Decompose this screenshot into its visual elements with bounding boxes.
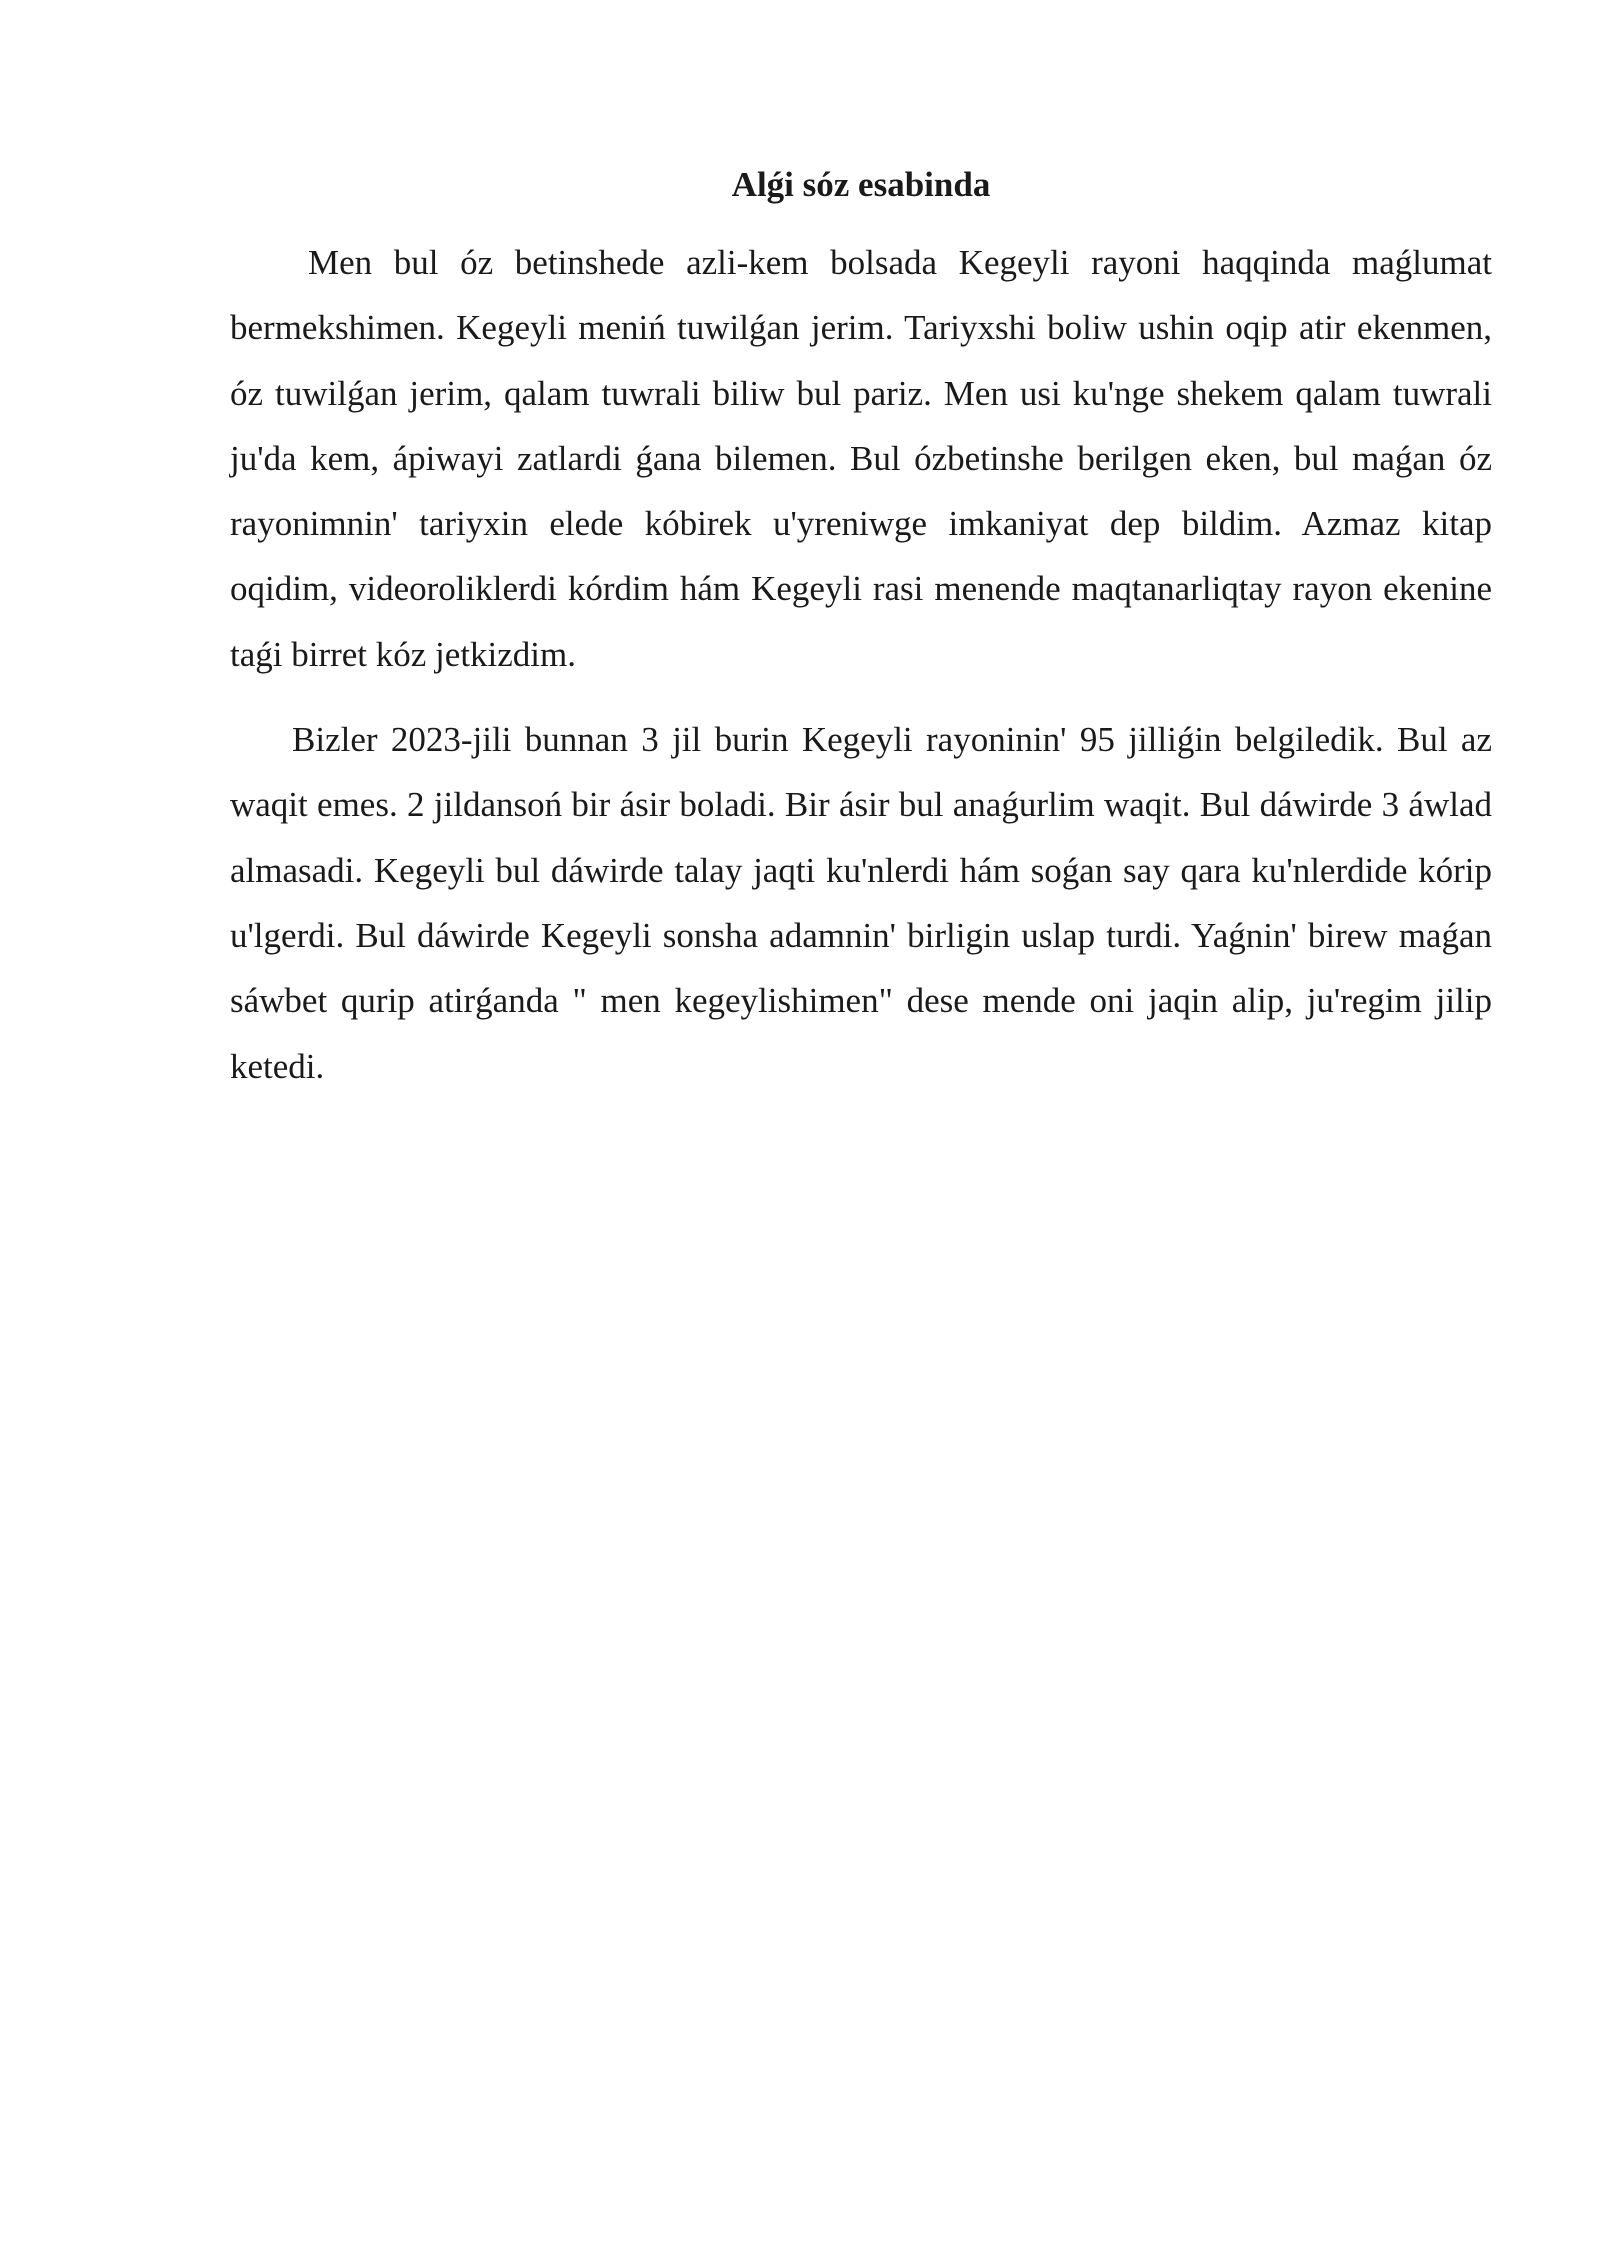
document-title: Alǵi sóz esabinda	[731, 165, 991, 204]
paragraph-1: Men bul óz betinshede azli-kem bolsada Kegeyli rayoni haqqinda maǵlumat bermekshimen. Kegeyli meniń tuwilǵan jerim. Tariyxshi boliw ushin oqip atir ekenmen, óz tuwilǵan jerim, qalam tuwrali biliw bul pariz. Men usi ku'nge shekem qalam tuwrali ju'da kem, ápiwayi zatlardi ǵana bilemen. Bul ózbetinshe berilgen eken, bul maǵan óz rayonimnin' tariyxin elede kóbirek u'yreniwge imkaniyat dep bildim. Azmaz kitap oqidim, videoroliklerdi kórdim hám Kegeyli rasi menende maqtanarliqtay rayon ekenine taǵi birret kóz jetkizdim.	[230, 243, 1492, 674]
paragraph-2: Bizler 2023-jili bunnan 3 jil burin Kegeyli rayoninin' 95 jilliǵin belgiledik. Bul az waqit emes. 2 jildansoń bir ásir boladi. Bir ásir bul anaǵurlim waqit. Bul dáwirde 3 áwlad almasadi. Kegeyli bul dáwirde talay jaqti ku'nlerdi hám soǵan say qara ku'nlerdide kórip u'lgerdi. Bul dáwirde Kegeyli sonsha adamnin' birligin uslap turdi. Yaǵnin' birew maǵan sáwbet qurip atirǵanda " men kegeylishimen" dese mende oni jaqin alip, ju'regim jilip ketedi.	[230, 720, 1492, 1086]
document-body	[230, 160, 1492, 1099]
